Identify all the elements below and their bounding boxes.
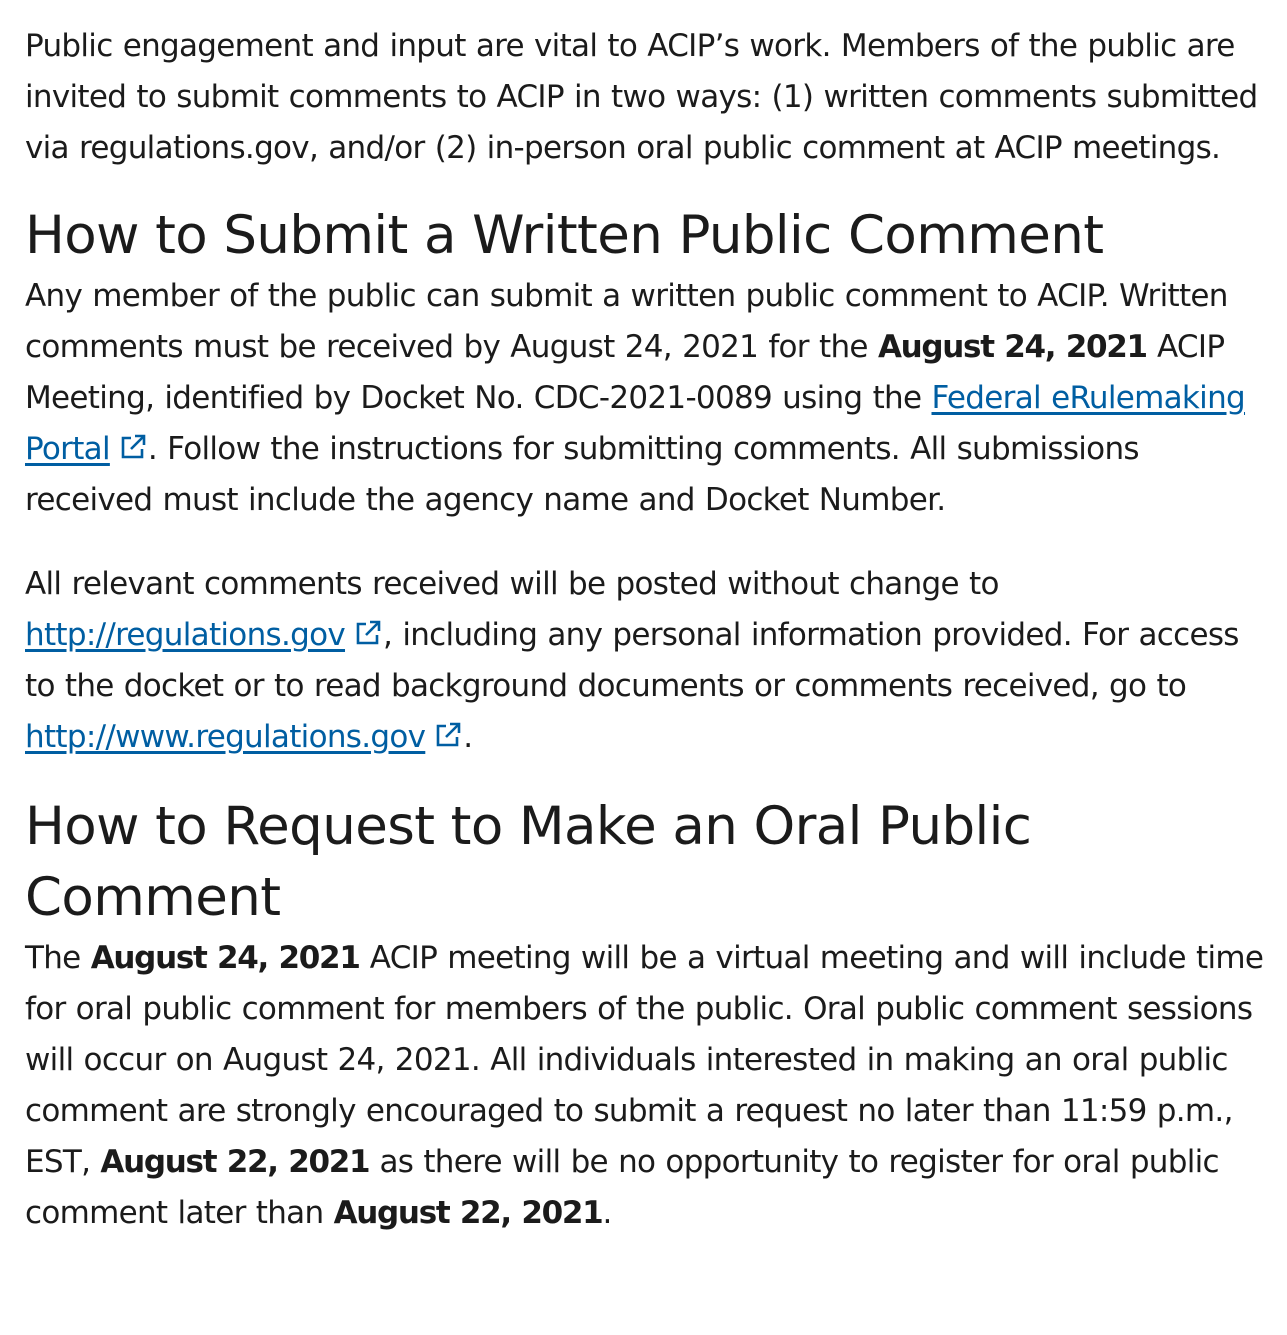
text-segment: All relevant comments received will be posted without change to <box>25 566 999 602</box>
external-link-icon[interactable] <box>353 618 383 648</box>
text-segment: ACIP meeting will be a virtual meeting and will include time for oral public comment for members of the public. Oral public comment sessions will occur on August 24, 2021. All individuals interested in making an oral public comment are strongly encouraged to submit a request no later than 11:59 p.m., EST, <box>25 940 1264 1180</box>
regulations-gov-link[interactable] <box>25 617 345 653</box>
deadline-date-bold: August 22, 2021 <box>333 1195 603 1231</box>
text-segment: . Follow the instructions for submitting comments. All submissions received must include the agency name and Docket Number. <box>25 431 1139 518</box>
page-content <box>25 21 1265 1239</box>
external-link-icon[interactable] <box>433 720 463 750</box>
text-segment: The <box>25 940 91 976</box>
posting-paragraph <box>25 559 1265 763</box>
text-segment: ACIP Meeting, identified by Docket No. CDC-2021-0089 using the <box>25 329 1225 416</box>
meeting-date-bold: August 24, 2021 <box>90 940 360 976</box>
text-segment: . <box>602 1195 612 1231</box>
intro-paragraph: Public engagement and input are vital to ACIP’s work. Members of the public are invited to submit comments to ACIP in two ways: (1) written comments submitted via regulations.gov, and/or (2) in-person oral public comment at ACIP meetings. <box>25 28 1258 166</box>
link-text: Federal eRulemaking Portal <box>25 380 1246 467</box>
external-link-icon[interactable] <box>118 432 148 462</box>
link-text: http://regulations.gov <box>25 617 346 653</box>
oral-comment-paragraph <box>25 933 1265 1239</box>
oral-comment-heading: How to Request to Make an Oral Public Comment <box>25 796 1032 928</box>
www-regulations-gov-link[interactable] <box>25 719 425 755</box>
link-text: http://www.regulations.gov <box>25 719 426 755</box>
written-comment-heading: How to Submit a Written Public Comment <box>25 205 1104 266</box>
deadline-date-bold: August 22, 2021 <box>100 1144 370 1180</box>
meeting-date-bold: August 24, 2021 <box>877 329 1147 365</box>
text-segment: as there will be no opportunity to register for oral public comment later than <box>25 1144 1219 1231</box>
text-segment: Any member of the public can submit a written public comment to ACIP. Written comments must be received by August 24, 2021 for the <box>25 278 1228 365</box>
written-comment-paragraph <box>25 271 1265 526</box>
text-segment: . <box>463 719 473 755</box>
text-segment: , including any personal information provided. For access to the docket or to read background documents or comments received, go to <box>25 617 1239 704</box>
